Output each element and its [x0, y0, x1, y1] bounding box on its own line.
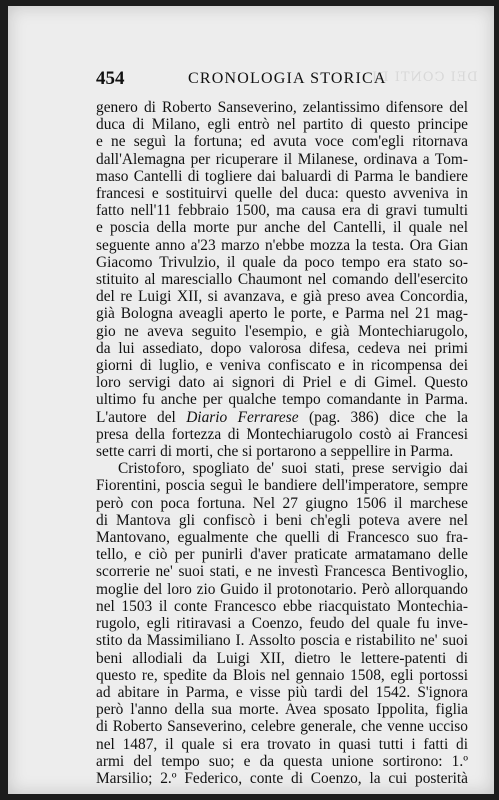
- text-line: da lui assediato, dopo valorosa difesa, cedeva nei primi: [96, 339, 468, 357]
- text-line: Giacomo Trivulzio, il quale da poco tempo era stato so-: [96, 253, 468, 271]
- text-line: questo re, spedite da Blois nel gennaio 1508, egli portossi: [96, 666, 468, 684]
- text-line: genero di Roberto Sanseverino, zelantissimo difensore del: [96, 99, 468, 116]
- text-line: stito da Massimiliano I. Assolto poscia e ristabilito ne' suoi: [96, 632, 468, 650]
- text-line: e ne seguì la fortuna; ed avuta voce com'egli ritornava: [96, 133, 468, 151]
- text-line: e poscia della morte pur anche del Cantelli, il quale nel: [96, 219, 468, 237]
- text-line: francesi e sostituirvi quelle del duca: questo avveniva in: [96, 185, 468, 203]
- text-line: Cristoforo, spogliato de' suoi stati, prese servigio dai: [118, 460, 468, 478]
- text-line: nel 1487, il quale si era trovato in quasi tutti i fatti di: [96, 735, 468, 753]
- text-line: presa della fortezza di Montechiarugolo costò ai Francesi: [96, 425, 468, 443]
- text-line: gio ne aveva seguito l'esempio, e già Montechiarugolo,: [96, 322, 468, 340]
- text-line: però l'anno della sua morte. Avea sposato Ippolita, figlia: [96, 701, 468, 719]
- text-line: L'autore del Diario Ferrarese (pag. 386) dice che la: [96, 408, 468, 426]
- text-line: ultimo fu anche per qualche tempo comandante in Parma.: [96, 391, 468, 409]
- running-title: CRONOLOGIA STORICA: [188, 70, 387, 87]
- book-title-italic: Diario Ferrarese: [186, 408, 299, 426]
- text-line: armi del tempo suo; e da questa unione sortirono: 1.º: [96, 752, 468, 770]
- text-line: Mantovano, egualmente che quelli di Francesco suo fra-: [96, 529, 468, 547]
- text-line: maso Cantelli di togliere dai baluardi di Parma le bandiere: [96, 167, 468, 185]
- paragraph-1: [96, 99, 468, 460]
- text-line: nel 1503 il conte Francesco ebbe riacquistato Montechia-: [96, 597, 468, 615]
- body-text: [96, 99, 468, 787]
- text-line: Marsilio; 2.º Federico, conte di Coenzo, la cui posterità: [96, 769, 468, 787]
- text-line: giorni di luglio, e veniva confiscato e in ricompensa dei: [96, 357, 468, 375]
- text-line: già Bologna aveagli aperto le porte, e Parma nel 21 mag-: [96, 305, 468, 323]
- page-header: [96, 68, 460, 92]
- text-line: di Roberto Sanseverino, celebre generale, che venne ucciso: [96, 718, 468, 736]
- text-line: moglie del loro zio Guido il protonotario. Però allorquando: [96, 580, 468, 598]
- text-line: Fiorentini, poscia seguì le bandiere dell'imperatore, sempre: [96, 477, 468, 495]
- text-line: duca di Milano, egli entrò nel partito di questo principe: [96, 116, 468, 134]
- text-line: beni allodiali da Luigi XII, dietro le lettere-patenti di: [96, 649, 468, 667]
- text-line: loro servigi dato ai signori di Priel e di Gimel. Questo: [96, 374, 468, 392]
- text-line: però con poca fortuna. Nel 27 giugno 1506 il marchese: [96, 494, 468, 512]
- text-line: tello, e ciò per punirli d'aver praticate armatamano delle: [96, 546, 468, 564]
- text-line: rugolo, egli ritiravasi a Coenzo, feudo del quale fu inve-: [96, 615, 468, 633]
- text-line: di Mantova gli confiscò i beni ch'egli poteva avere nel: [96, 511, 468, 529]
- text-line: stituito al maresciallo Chaumont nel comando dell'esercito: [96, 271, 468, 289]
- bleed-through-text: DEI CONTI DI: [371, 70, 478, 85]
- page-number: 454: [96, 68, 125, 89]
- text-line: del re Luigi XII, si avanzava, e già preso avea Concordia,: [96, 288, 468, 306]
- text-line: seguente anno a'23 marzo n'ebbe mozza la testa. Ora Gian: [96, 236, 468, 254]
- text-line: ad abitare in Parma, e visse più tardi del 1542. S'ignora: [96, 683, 468, 701]
- paragraph-2: [96, 460, 468, 787]
- text-line: scorrerie ne' suoi stati, e ne investì Francesca Bentivoglio,: [96, 563, 468, 581]
- text-line: fatto nell'11 febbraio 1500, ma causa era di gravi tumulti: [96, 202, 468, 220]
- text-line: dall'Alemagna per ricuperare il Milanese, ordinava a Tom-: [96, 150, 468, 168]
- text-line: sette carri di morti, che si portarono a seppellire in Parma.: [96, 443, 454, 461]
